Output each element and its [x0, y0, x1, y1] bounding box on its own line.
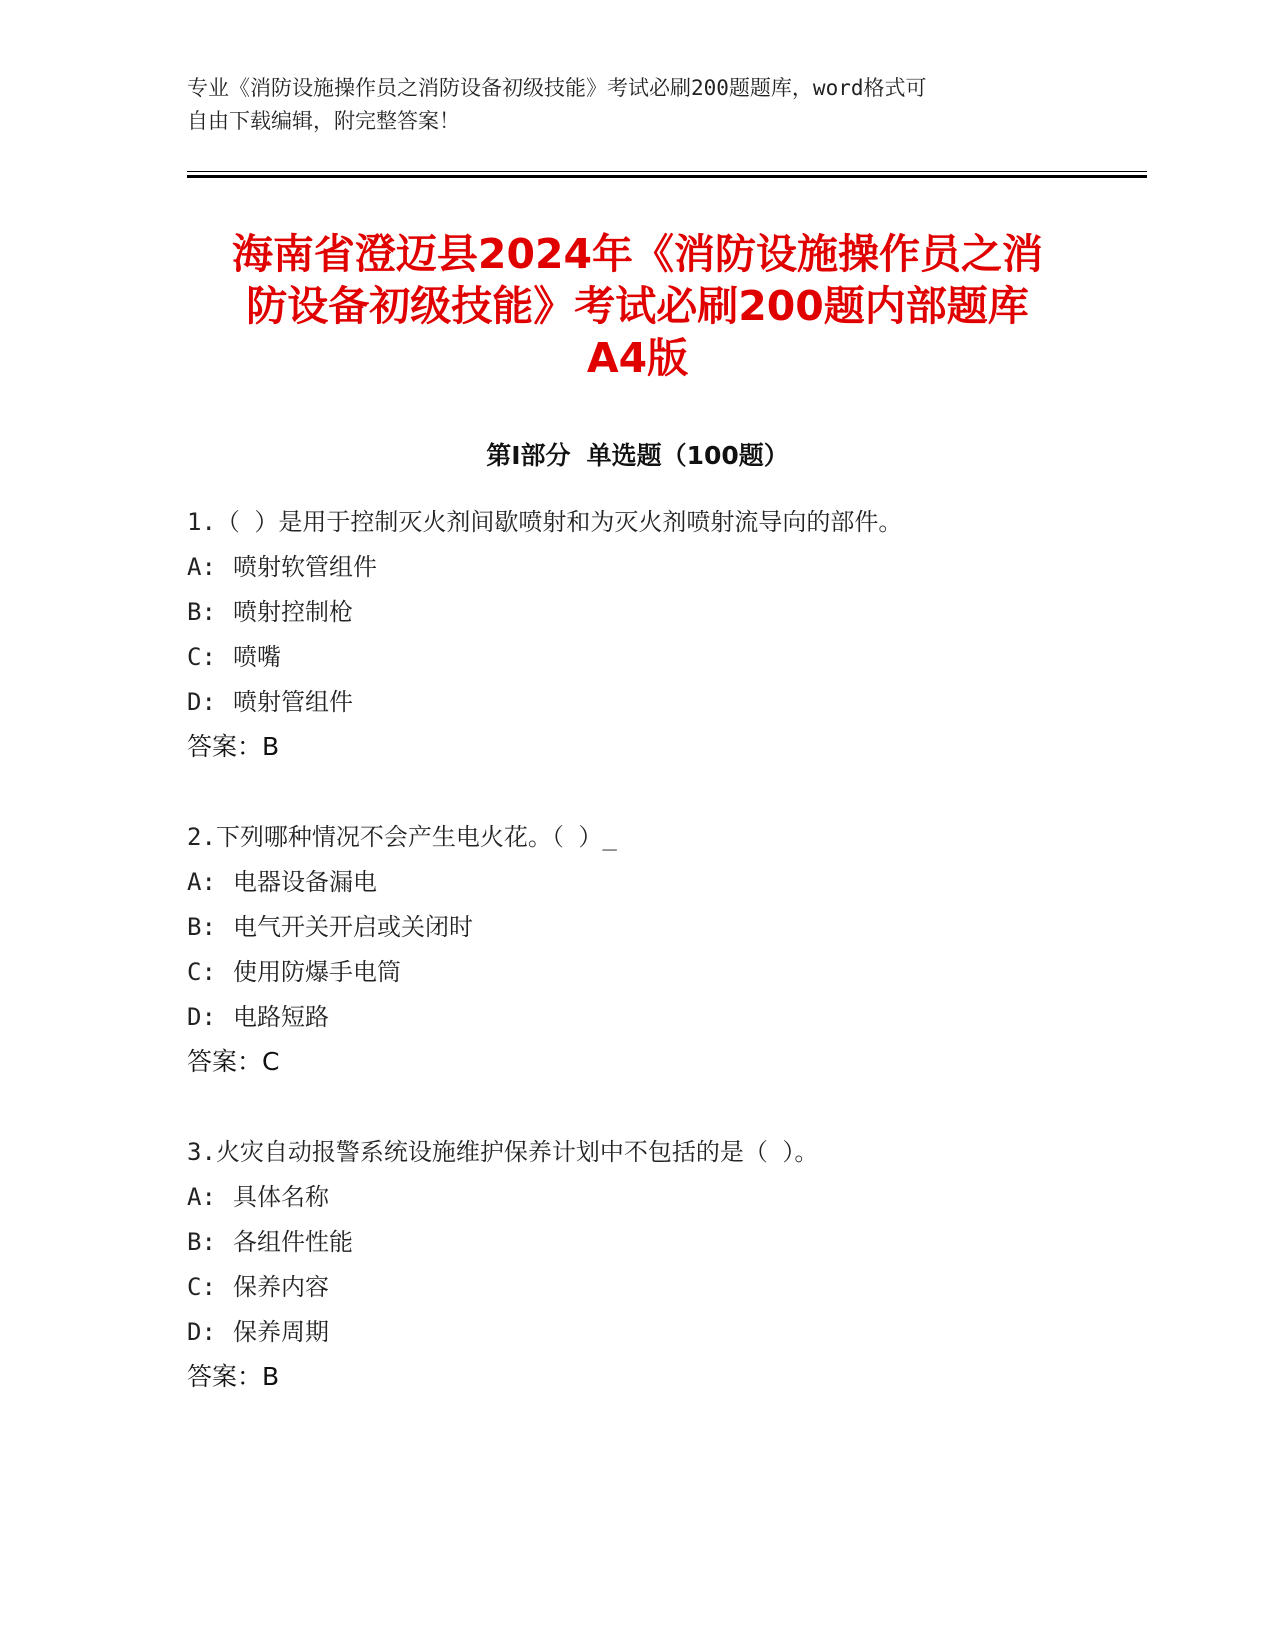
option-letter: B: — [187, 913, 216, 941]
option-a — [187, 552, 1147, 597]
option-letter: C: — [187, 1273, 216, 1301]
question-stem: 3.火灾自动报警系统设施维护保养计划中不包括的是（ ）。 — [187, 1138, 819, 1166]
answer-line: 答案：B — [187, 1362, 280, 1391]
option-text: 喷射控制枪 — [233, 598, 353, 626]
document-title — [170, 228, 1105, 384]
option-text: 各组件性能 — [233, 1228, 353, 1256]
header-divider-thin — [187, 171, 1147, 172]
title-line-2: 防设备初级技能》考试必刷200题内部题库 — [246, 282, 1029, 330]
section-heading — [0, 440, 1275, 472]
header-divider-thick — [187, 175, 1147, 178]
option-text: 使用防爆手电筒 — [233, 958, 401, 986]
section-name-label: 单选题（100题） — [586, 441, 789, 470]
option-text: 喷嘴 — [233, 643, 281, 671]
option-letter: B: — [187, 1228, 216, 1256]
option-text: 电器设备漏电 — [233, 868, 377, 896]
question-stem: 1.（ ）是用于控制灭火剂间歇喷射和为灭火剂喷射流导向的部件。 — [187, 508, 903, 536]
option-text: 电路短路 — [233, 1003, 329, 1031]
option-letter: D: — [187, 1318, 216, 1346]
option-d — [187, 687, 1147, 732]
option-text: 保养周期 — [233, 1318, 329, 1346]
option-c — [187, 642, 1147, 687]
option-letter: B: — [187, 598, 216, 626]
option-c — [187, 1272, 1147, 1317]
option-d — [187, 1317, 1147, 1362]
question-3 — [187, 1137, 1147, 1407]
option-a — [187, 867, 1147, 912]
question-1 — [187, 507, 1147, 777]
section-part-label: 第I部分 — [486, 441, 571, 470]
header-note-line-1: 专业《消防设施操作员之消防设备初级技能》考试必刷200题题库，word格式可 — [187, 76, 927, 100]
option-b — [187, 1227, 1147, 1272]
header-note-line-2: 自由下载编辑，附完整答案！ — [187, 109, 460, 133]
option-letter: C: — [187, 958, 216, 986]
question-2 — [187, 822, 1147, 1092]
option-letter: D: — [187, 688, 216, 716]
title-line-3: A4版 — [586, 334, 689, 382]
option-c — [187, 957, 1147, 1002]
option-letter: A: — [187, 868, 216, 896]
title-line-1: 海南省澄迈县2024年《消防设施操作员之消 — [231, 230, 1044, 278]
option-letter: D: — [187, 1003, 216, 1031]
answer-line: 答案：B — [187, 732, 280, 761]
option-text: 喷射软管组件 — [233, 553, 377, 581]
option-d — [187, 1002, 1147, 1047]
option-text: 电气开关开启或关闭时 — [233, 913, 473, 941]
header-note — [187, 72, 1087, 138]
option-letter: A: — [187, 1183, 216, 1211]
option-letter: C: — [187, 643, 216, 671]
answer-line: 答案：C — [187, 1047, 280, 1076]
option-a — [187, 1182, 1147, 1227]
option-text: 喷射管组件 — [233, 688, 353, 716]
option-text: 具体名称 — [233, 1183, 329, 1211]
question-stem: 2.下列哪种情况不会产生电火花。（ ）_ — [187, 823, 617, 851]
option-b — [187, 912, 1147, 957]
option-b — [187, 597, 1147, 642]
option-text: 保养内容 — [233, 1273, 329, 1301]
option-letter: A: — [187, 553, 216, 581]
